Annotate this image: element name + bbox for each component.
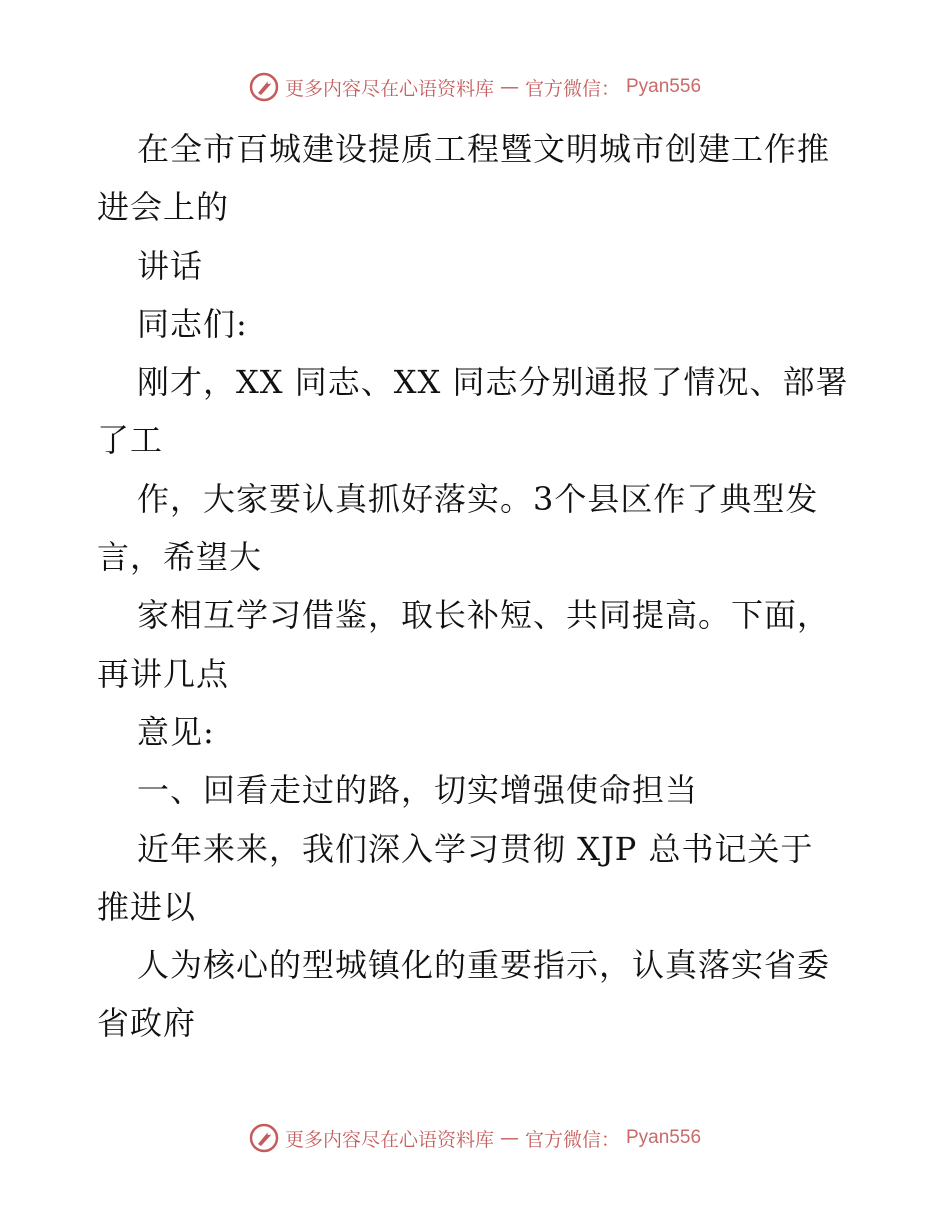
body-line: 省政府 [97, 1004, 197, 1043]
body-line: 意见: [137, 712, 215, 751]
watermark-wechat-label: 官方微信： [524, 77, 620, 100]
footer-watermark [0, 1123, 950, 1153]
body-line: 了工 [97, 421, 164, 460]
watermark-wechat-id: Pyan556 [626, 76, 702, 97]
body-line: 作，大家要认真抓好落实。3个县区作了典型发 [137, 479, 819, 518]
body-line: 进会上的 [97, 188, 230, 227]
body-line: 推进以 [97, 887, 197, 926]
body-line: 言，希望大 [97, 538, 263, 577]
body-line: 近年来来，我们深入学习贯彻 XJP 总书记关于 [137, 829, 814, 868]
watermark-site-name: 更多内容尽在心语资料库 [284, 1128, 494, 1151]
body-line: 人为核心的型城镇化的重要指示，认真落实省委 [137, 946, 831, 985]
watermark-wechat-label: 官方微信： [524, 1128, 620, 1151]
header-watermark [0, 72, 950, 102]
body-line: 讲话 [137, 246, 204, 285]
document-body [97, 120, 857, 1053]
body-line: 同志们: [137, 304, 248, 343]
watermark-site-name: 更多内容尽在心语资料库 [284, 77, 494, 100]
watermark-wechat-id: Pyan556 [626, 1127, 702, 1148]
watermark-separator: — [499, 1127, 519, 1149]
pen-nib-icon [249, 1123, 279, 1153]
body-line: 一、回看走过的路，切实增强使命担当 [137, 771, 699, 810]
body-line: 刚才，XX 同志、XX 同志分别通报了情况、部署 [137, 363, 849, 402]
pen-nib-icon [249, 72, 279, 102]
watermark-separator: — [499, 76, 519, 98]
body-line: 再讲几点 [97, 654, 230, 693]
body-line: 在全市百城建设提质工程暨文明城市创建工作推 [137, 130, 831, 168]
body-line: 家相互学习借鉴，取长补短、共同提高。下面， [137, 596, 831, 635]
